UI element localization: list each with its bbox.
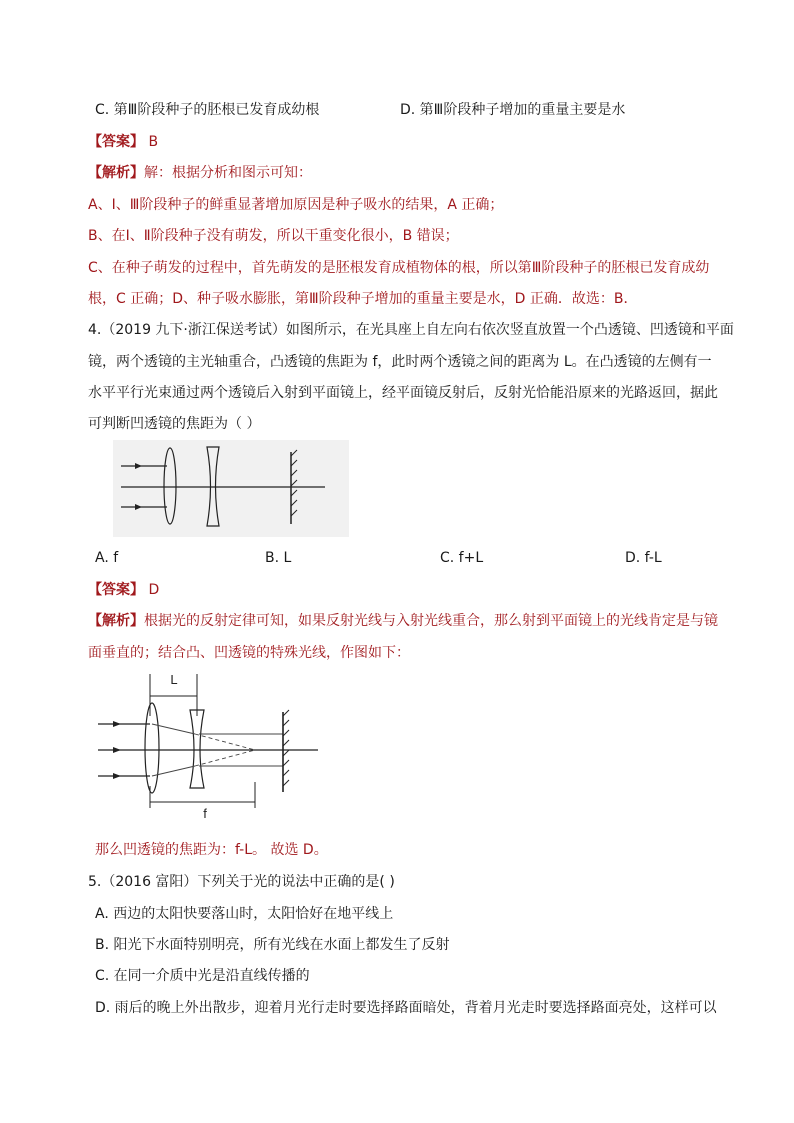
q4-option-a: A. f (95, 550, 119, 566)
q4-stem-line-1: 4.（2019 九下·浙江保送考试）如图所示，在光具座上自左向右依次竖直放置一个凸透镜、凹透镜和平面 (88, 322, 734, 338)
q3-analysis-line-2: B、在Ⅰ、Ⅱ阶段种子没有萌发，所以干重变化很小，B 错误； (88, 228, 459, 244)
q3-option-d: D. 第Ⅲ阶段种子增加的重量主要是水 (400, 102, 626, 118)
q3-analysis-line-4: 根，C 正确；D、种子吸水膨胀，第Ⅲ阶段种子增加的重量主要是水，D 正确．故选：B． (88, 291, 638, 307)
q4-lens-figure (113, 440, 349, 537)
q5-option-b: B. 阳光下水面特别明亮，所有光线在水面上都发生了反射 (95, 937, 450, 953)
q4-option-c: C. f+L (440, 550, 484, 566)
answer-tag: 【答案】 (88, 582, 144, 598)
q3-analysis-line-1: A、Ⅰ、Ⅲ阶段种子的鲜重显著增加原因是种子吸水的结果，A 正确； (88, 197, 504, 213)
q4-analysis-line-2: 面垂直的；结合凸、凹透镜的特殊光线，作图如下： (88, 645, 410, 661)
q3-answer (88, 132, 158, 152)
q4-answer (88, 580, 159, 600)
analysis-tag: 【解析】 (88, 613, 144, 629)
analysis-intro-text: 解：根据分析和图示可知： (144, 165, 312, 181)
q4-solution-diagram (95, 668, 325, 828)
q5-option-d: D. 雨后的晚上外出散步，迎着月光行走时要选择路面暗处，背着月光走时要选择路面亮处，这样可以 (95, 1000, 717, 1016)
q4-analysis-line-1 (88, 611, 718, 631)
q4-stem-line-2: 镜，两个透镜的主光轴重合，凸透镜的焦距为 f，此时两个透镜之间的距离为 L。在凸透镜的左侧有一 (88, 354, 712, 370)
analysis-text: 根据光的反射定律可知，如果反射光线与入射光线重合，那么射到平面镜上的光线肯定是与镜 (144, 613, 718, 629)
dimension-f-label: f (203, 806, 207, 821)
q4-option-d: D. f-L (625, 550, 662, 566)
q3-analysis-line-3: C、在种子萌发的过程中，首先萌发的是胚根发育成植物体的根，所以第Ⅲ阶段种子的胚根已发育成幼 (88, 260, 710, 276)
answer-value: B (148, 134, 159, 150)
q4-stem-line-3: 水平平行光束通过两个透镜后入射到平面镜上，经平面镜反射后，反射光恰能沿原来的光路返回，据此 (88, 385, 718, 401)
q3-analysis-intro (88, 163, 312, 183)
analysis-tag: 【解析】 (88, 165, 144, 181)
q5-stem: 5.（2016 富阳）下列关于光的说法中正确的是( ) (88, 874, 395, 890)
dimension-L-label: L (170, 672, 178, 687)
q4-conclusion: 那么凹透镜的焦距为：f-L。 故选 D。 (95, 842, 328, 858)
q5-option-a: A. 西边的太阳快要落山时，太阳恰好在地平线上 (95, 906, 394, 922)
answer-value: D (148, 582, 160, 598)
answer-tag: 【答案】 (88, 134, 144, 150)
q5-option-c: C. 在同一介质中光是沿直线传播的 (95, 968, 310, 984)
q4-stem-line-4: 可判断凹透镜的焦距为（ ） (88, 416, 261, 432)
q4-option-b: B. L (265, 550, 292, 566)
q3-option-c: C. 第Ⅲ阶段种子的胚根已发育成幼根 (95, 102, 320, 118)
